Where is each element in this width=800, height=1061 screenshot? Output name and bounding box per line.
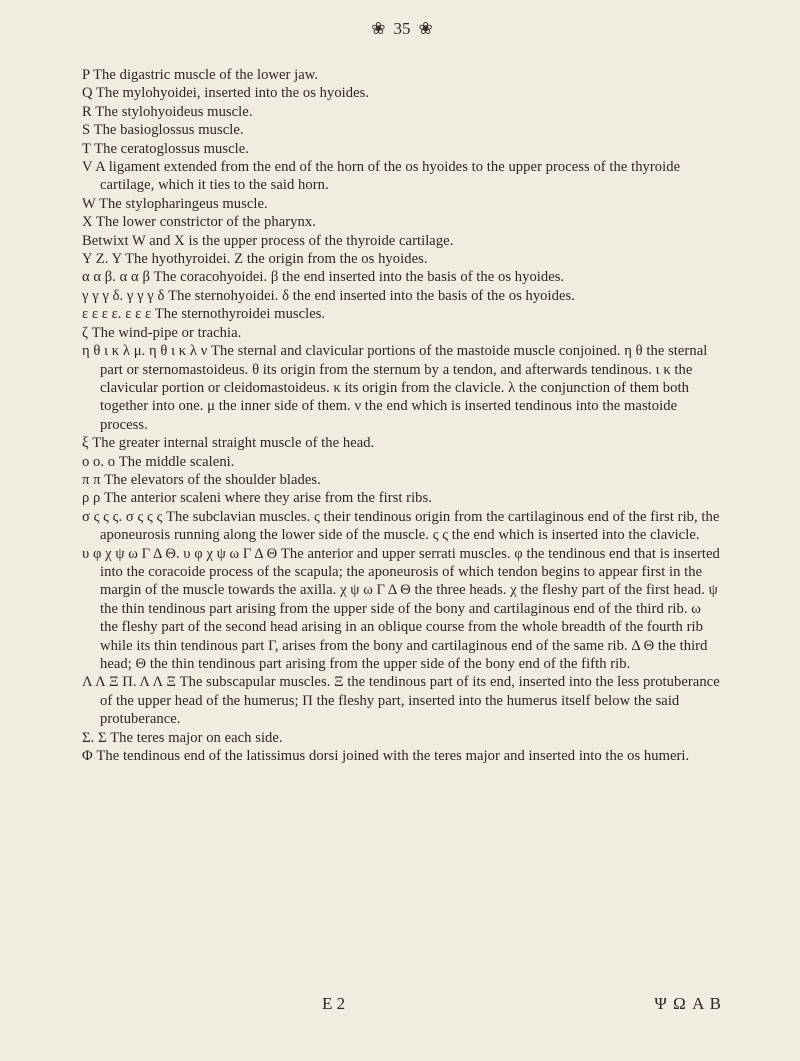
legend-entry: S The basioglossus muscle. bbox=[82, 122, 244, 139]
legend-entry: Σ. Σ The teres major on each side. bbox=[82, 729, 283, 746]
legend-entry: V A ligament extended from the end of the horn of the os hyoides to the upper process of the thyroide cartilage, which it ties to the said horn. bbox=[82, 159, 681, 194]
legend-entry: ξ The greater internal straight muscle of the head. bbox=[82, 435, 375, 452]
legend-entry: ζ The wind-pipe or trachia. bbox=[82, 324, 242, 341]
signature-mark: E 2 bbox=[322, 994, 346, 1013]
legend-entry: Λ Λ Ξ Π. Λ Λ Ξ The subscapular muscles. Ξ the tendinous part of its end, inserted into the less protuberance of the upper head of the humerus; Π the fleshy part, inserted into the humerus itself below the said protuberance. bbox=[82, 674, 720, 728]
legend-entry: ο ο. ο The middle scaleni. bbox=[82, 453, 235, 470]
legend-entry: π π The elevators of the shoulder blades. bbox=[82, 471, 321, 488]
page-header bbox=[82, 12, 722, 46]
legend-entry: υ φ χ ψ ω Γ Δ Θ. υ φ χ ψ ω Γ Δ Θ The anterior and upper serrati muscles. φ the tendinous end that is inserted into the coracoide process of the scapula; the aponeurosis of which tendon begins to appear first in the margin of the muscle towards the axilla. χ ψ ω Γ Δ Θ the three heads. χ the fleshy part of the first head. ψ the thin tendinous part arising from the upper side of the bony and cartilaginous end of the third rib. ω the fleshy part of the second head arising in an oblique course from the whole breadth of the fourth rib while its thin tendinous part Γ, arises from the bony and cartilaginous end of the same rib. Δ Θ the third head; Θ the thin tendinous part arising from the upper side of the bony end of the fifth rib. bbox=[82, 545, 720, 672]
legend-entry: R The stylohyoideus muscle. bbox=[82, 103, 253, 120]
legend-entry: W The stylopharingeus muscle. bbox=[82, 195, 268, 212]
page-number: 35 bbox=[393, 19, 411, 38]
flower-ornament-icon: ❀ bbox=[418, 19, 433, 38]
legend-entry: η θ ι κ λ μ. η θ ι κ λ ν The sternal and clavicular portions of the mastoide muscle conjoined. η θ the sternal part or sternomastoideus. θ its origin from the sternum by a tendon, and afterwards tendinous. ι κ the clavicular portion or cleidomastoideus. κ its origin from the clavicle. λ the conjunction of them both together into one. μ the inner side of them. ν the end which is inserted tendinous into the mastoide process. bbox=[82, 343, 708, 433]
legend-entry: X The lower constrictor of the pharynx. bbox=[82, 214, 316, 231]
legend-entry: Q The mylohyoidei, inserted into the os hyoides. bbox=[82, 85, 370, 102]
legend-entry: ε ε ε ε. ε ε ε The sternothyroidei muscles. bbox=[82, 306, 326, 323]
legend-entry: P The digastric muscle of the lower jaw. bbox=[82, 67, 319, 83]
legend-entry: γ γ γ δ. γ γ γ δ The sternohyoidei. δ the end inserted into the basis of the os hyoides. bbox=[82, 287, 575, 304]
flower-ornament-icon: ❀ bbox=[371, 19, 386, 38]
legend-entry: Φ The tendinous end of the latissimus dorsi joined with the teres major and inserted into the os humeri. bbox=[82, 748, 690, 765]
page-footer bbox=[82, 994, 722, 1018]
legend-entry: Betwixt W and X is the upper process of the thyroide cartilage. bbox=[82, 232, 454, 249]
catchword: Ψ Ω A B bbox=[654, 994, 722, 1013]
legend-entry: Y Z. Y The hyothyroidei. Z the origin from the os hyoides. bbox=[82, 251, 428, 268]
legend-entry: σ ς ς ς. σ ς ς ς The subclavian muscles. ς their tendinous origin from the cartilaginous end of the first rib, the aponeurosis running along the lower side of the muscle. ς ς the end which is inserted into the clavicle. bbox=[82, 508, 720, 544]
legend-entry: ρ ρ The anterior scaleni where they arise from the first ribs. bbox=[82, 490, 432, 507]
legend-entry: T The ceratoglossus muscle. bbox=[82, 140, 249, 157]
legend-entry: α α β. α α β The coracohyoidei. β the end inserted into the basis of the os hyoides. bbox=[82, 269, 565, 286]
legend-entries bbox=[82, 66, 722, 765]
